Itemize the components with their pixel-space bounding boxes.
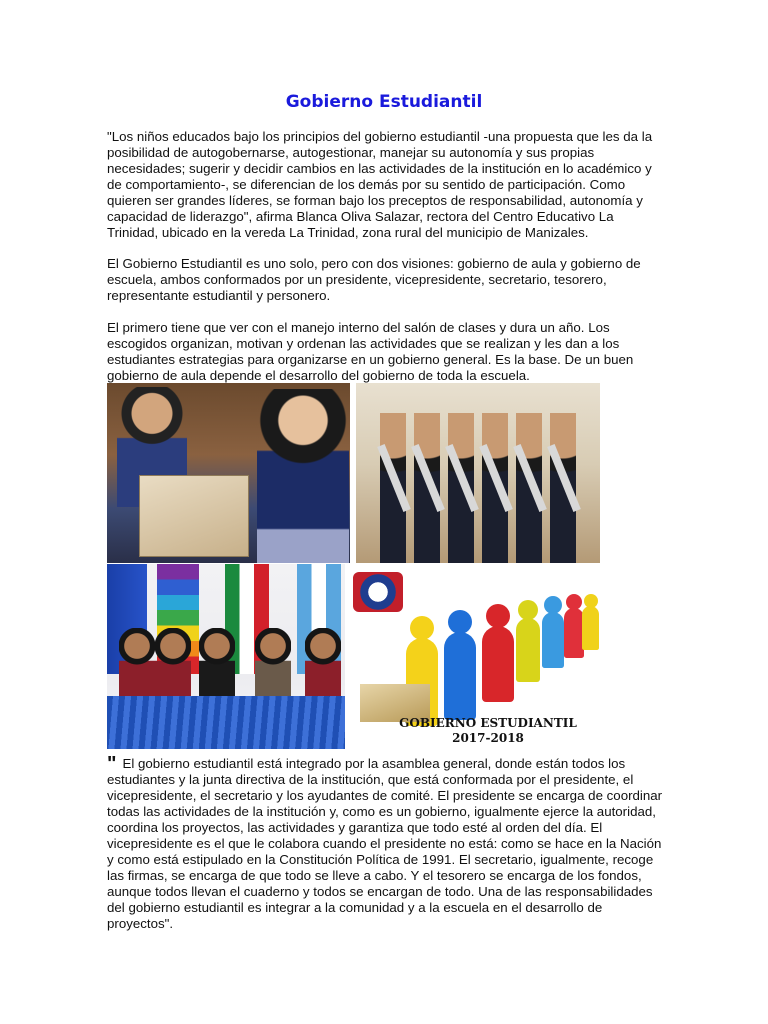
photo-students-with-sashes [356, 383, 600, 563]
figure-head-icon [410, 616, 434, 640]
graphic-caption-year: 2017-2018 [452, 731, 524, 745]
figure-head-icon [486, 604, 510, 628]
figure-yellow-icon [516, 618, 540, 682]
paragraph-classroom-government: El primero tiene que ver con el manejo interno del salón de clases y dura un año. Los escogidos organizan, motivan y ordenan las actividades que se realizan y les dan a los estudiantes estrategias para organizarse en un gobierno general. Es la base. De un buen gobierno de aula depende el desarrollo del gobierno de toda la escuela. [107, 320, 634, 383]
paragraph-two-visions: El Gobierno Estudiantil es uno solo, pero con dos visiones: gobierno de aula y gobierno de escuela, ambos conformados por un presidente, vicepresidente, secretario, tesorero, representante estudiantil y personero. [107, 256, 641, 303]
photo-ballot-box [139, 475, 249, 557]
opening-quote-mark: " [107, 753, 117, 775]
photo-person [119, 628, 155, 700]
graphic-gobierno-estudiantil [348, 564, 600, 749]
photo-person [305, 628, 341, 700]
photo-student-council-with-flags [107, 564, 345, 749]
photo-person [255, 628, 291, 700]
figure-yellow-icon [582, 606, 599, 650]
figure-blue-icon [444, 632, 476, 720]
figure-head-icon [448, 610, 472, 634]
photo-person [199, 628, 235, 700]
photo-person [155, 628, 191, 700]
paragraph-intro-quote: "Los niños educados bajo los principios del gobierno estudiantil -una propuesta que les da la posibilidad de autogobernarse, autogestionar, manejar su autonomía y sus propias necesidades; sugerir y decidir cambios en las actividades de la institución en lo académico y de comportamiento-, se diferencian de los demás por su sentido de participación. Como quieren ser grandes líderes, se forman bajo los preceptos de responsabilidad, autonomía y capacidad de liderazgo", afirma Blanca Oliva Salazar, rectora del Centro Educativo La Trinidad, ubicado en la vereda La Trinidad, zona rural del municipio de Manizales. [107, 129, 653, 240]
figure-head-icon [518, 600, 538, 620]
graphic-caption-title: GOBIERNO ESTUDIANTIL [399, 716, 577, 730]
figure-red-icon [564, 608, 584, 658]
photo-table-cloth [107, 696, 345, 749]
paragraph-government-structure [107, 753, 667, 932]
photo-girl-figure [257, 389, 349, 563]
school-logo-icon [353, 572, 403, 612]
paragraph-government-structure-text: El gobierno estudiantil está integrado por la asamblea general, donde están todos los estudiantes y la junta directiva de la institución, que está conformada por el presidente, el vicepresidente, el secretario y los ayudantes de comité. El presidente se encarga de coordinar todas las actividades de la institución y, como es un gobierno, igualmente ejerce la autoridad, coordina los proyectos, las actividades y garantiza que todo esté al orden del día. El vicepresidente es el que le colabora cuando el presidente no está: como se hace en la Nación y como está estipulado en la Constitución Política de 1991. El secretario, igualmente, recoge las firmas, se encarga de que todo se lleve a cabo. Y el tesorero se encarga de los fondos, aunque todos llevan el cuaderno y todos se encargan de todo. Una de las responsabilidades del gobierno estudiantil es integrar a la comunidad y a la escuela en el desarrollo de proyectos". [107, 756, 663, 931]
figure-red-icon [482, 626, 514, 702]
photo-classroom-vote [107, 383, 350, 563]
figure-blue-icon [542, 612, 564, 668]
page-title: Gobierno Estudiantil [285, 92, 483, 112]
